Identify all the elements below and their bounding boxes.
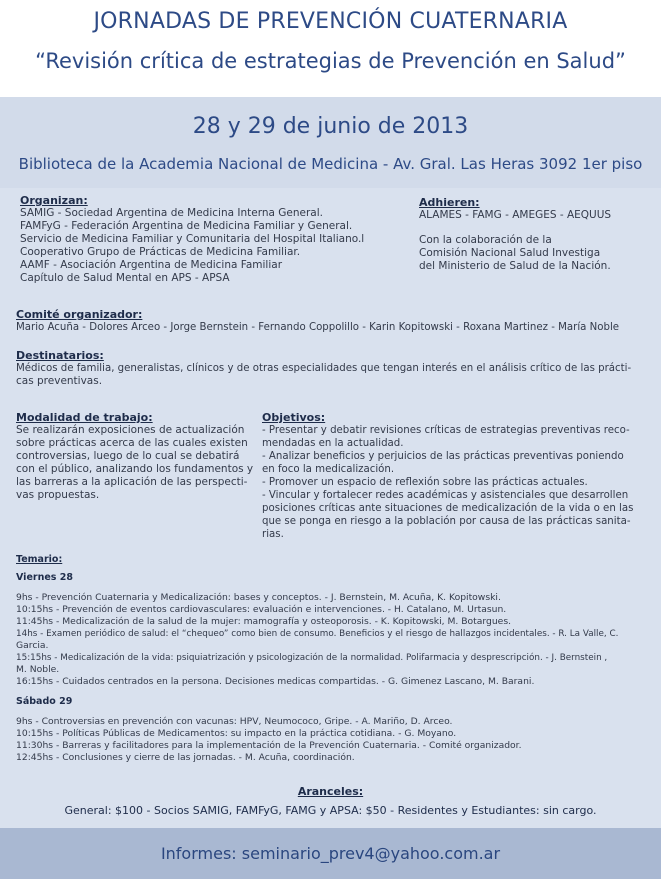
adhieren-heading: Adhieren:: [419, 196, 480, 209]
temario-item: 9hs - Prevención Cuaternaria y Medicalización: bases y conceptos. - J. Bernstein, M. Acuña, K. Kopitowski.: [16, 592, 501, 603]
footer-band: [0, 828, 661, 879]
modalidad-section: [16, 411, 252, 502]
temario-item: Garcia.: [16, 640, 49, 651]
organizan-heading: Organizan:: [20, 194, 88, 207]
organizan-line: Servicio de Medicina Familiar y Comunitaria del Hospital Italiano.l: [20, 233, 365, 245]
modalidad-heading: Modalidad de trabajo:: [16, 411, 153, 424]
temario-section: [16, 554, 647, 764]
organizan-section: [20, 194, 400, 285]
modalidad-line: vas propuestas.: [16, 489, 100, 501]
destinatarios-section: [16, 349, 647, 388]
adhieren-section: [419, 196, 647, 273]
temario-item: 9hs - Controversias en prevención con vacunas: HPV, Neumococo, Gripe. - A. Mariño, D. Arceo.: [16, 716, 453, 727]
colaboracion-line: Comisión Nacional Salud Investiga: [419, 247, 601, 259]
temario-item: 14hs - Examen periódico de salud: el “chequeo” como bien de consumo. Beneficios y el riesgo de hallazgos incidentales. - R. La Valle, C.: [16, 629, 619, 639]
destinatarios-line: Médicos de familia, generalistas, clínicos y de otras especialidades que tengan interés en el análisis crítico de las prácti-: [16, 363, 632, 374]
aranceles-section: [0, 785, 661, 817]
page-title: JORNADAS DE PREVENCIÓN CUATERNARIA: [93, 9, 568, 34]
destinatarios-line: cas preventivas.: [16, 375, 103, 387]
temario-item: M. Noble.: [16, 664, 60, 675]
organizan-line: FAMFyG - Federación Argentina de Medicina Familiar y General.: [20, 220, 353, 232]
contact-email: Informes: seminario_prev4@yahoo.com.ar: [160, 844, 501, 863]
comite-members: Mario Acuña - Dolores Arceo - Jorge Bernstein - Fernando Coppolillo - Karin Kopitowski - Roxana Martinez - María Noble: [16, 322, 620, 333]
organizan-line: Capítulo de Salud Mental en APS - APSA: [20, 272, 230, 284]
temario-day-2: Sábado 29: [16, 696, 73, 707]
objetivos-line: mendadas en la actualidad.: [262, 438, 404, 449]
page-subtitle: “Revisión crítica de estrategias de Prevención en Salud”: [35, 49, 626, 73]
objetivos-line: que se ponga en riesgo a la población por causa de las prácticas sanita-: [262, 516, 631, 527]
temario-item: 10:15hs - Prevención de eventos cardiovasculares: evaluación e intervenciones. - H. Catalano, M. Urtasun.: [16, 604, 507, 615]
objetivos-line: rias.: [262, 529, 284, 540]
objetivos-line: en foco la medicalización.: [262, 464, 395, 475]
objetivos-line: posiciones críticas ante situaciones de medicalización de la vida o en las: [262, 503, 634, 514]
temario-item: 16:15hs - Cuidados centrados en la persona. Decisiones medicas compartidas. - G. Gimenez Lascano, M. Barani.: [16, 676, 535, 687]
modalidad-line: Se realizarán exposiciones de actualización: [16, 424, 245, 436]
temario-day-1: Viernes 28: [16, 572, 73, 583]
colaboracion-line: Con la colaboración de la: [419, 234, 552, 246]
temario-item: 12:45hs - Conclusiones y cierre de las jornadas. - M. Acuña, coordinación.: [16, 752, 355, 763]
event-date: 28 y 29 de junio de 2013: [192, 114, 469, 139]
modalidad-line: las barreras a la aplicación de las perspecti-: [16, 476, 248, 488]
objetivos-line: - Vincular y fortalecer redes académicas y asistenciales que desarrollen: [262, 490, 629, 501]
comite-heading: Comité organizador:: [16, 308, 143, 321]
objetivos-line: - Analizar beneficios y perjuicios de las prácticas preventivas poniendo: [262, 451, 624, 462]
organizan-line: Cooperativo Grupo de Prácticas de Medicina Familiar.: [20, 246, 301, 258]
destinatarios-heading: Destinatarios:: [16, 349, 104, 362]
temario-heading: Temario:: [16, 554, 63, 565]
temario-item: 10:15hs - Políticas Públicas de Medicamentos: su impacto en la práctica cotidiana. - G. Moyano.: [16, 728, 457, 739]
header-date-band: [0, 97, 661, 188]
aranceles-heading: Aranceles:: [297, 785, 364, 798]
colaboracion-line: del Ministerio de Salud de la Nación.: [419, 260, 611, 272]
temario-item: 11:30hs - Barreras y facilitadores para la implementación de la Prevención Cuaternaria. - Comité organizador.: [16, 740, 522, 751]
objetivos-heading: Objetivos:: [262, 411, 326, 424]
comite-section: [16, 308, 647, 334]
aranceles-prices: General: $100 - Socios SAMIG, FAMFyG, FAMG y APSA: $50 - Residentes y Estudiantes: sin cargo.: [64, 804, 597, 817]
organizan-line: SAMIG - Sociedad Argentina de Medicina Interna General.: [20, 207, 323, 219]
organizan-line: AAMF - Asociación Argentina de Medicina Familiar: [20, 259, 283, 271]
temario-item: 11:45hs - Medicalización de la salud de la mujer: mamografía y osteoporosis. - K. Kopitowski, M. Botargues.: [16, 616, 512, 627]
event-venue: Biblioteca de la Academia Nacional de Medicina - Av. Gral. Las Heras 3092 1er piso: [18, 155, 643, 173]
modalidad-line: controversias, luego de lo cual se debatirá: [16, 450, 240, 462]
temario-item: 15:15hs - Medicalización de la vida: psiquiatrización y psicologización de la normalidad. Polifarmacia y desprescripción. - J. Bernstein ,: [16, 653, 608, 663]
objetivos-line: - Promover un espacio de reflexión sobre las prácticas actuales.: [262, 477, 588, 488]
modalidad-line: sobre prácticas acerca de las cuales existen: [16, 437, 248, 449]
objetivos-section: [262, 411, 647, 541]
modalidad-line: con el público, analizando los fundamentos y: [16, 463, 254, 475]
adhieren-line: ALAMES - FAMG - AMEGES - AEQUUS: [419, 209, 612, 221]
objetivos-line: - Presentar y debatir revisiones críticas de estrategias preventivas reco-: [262, 425, 630, 436]
